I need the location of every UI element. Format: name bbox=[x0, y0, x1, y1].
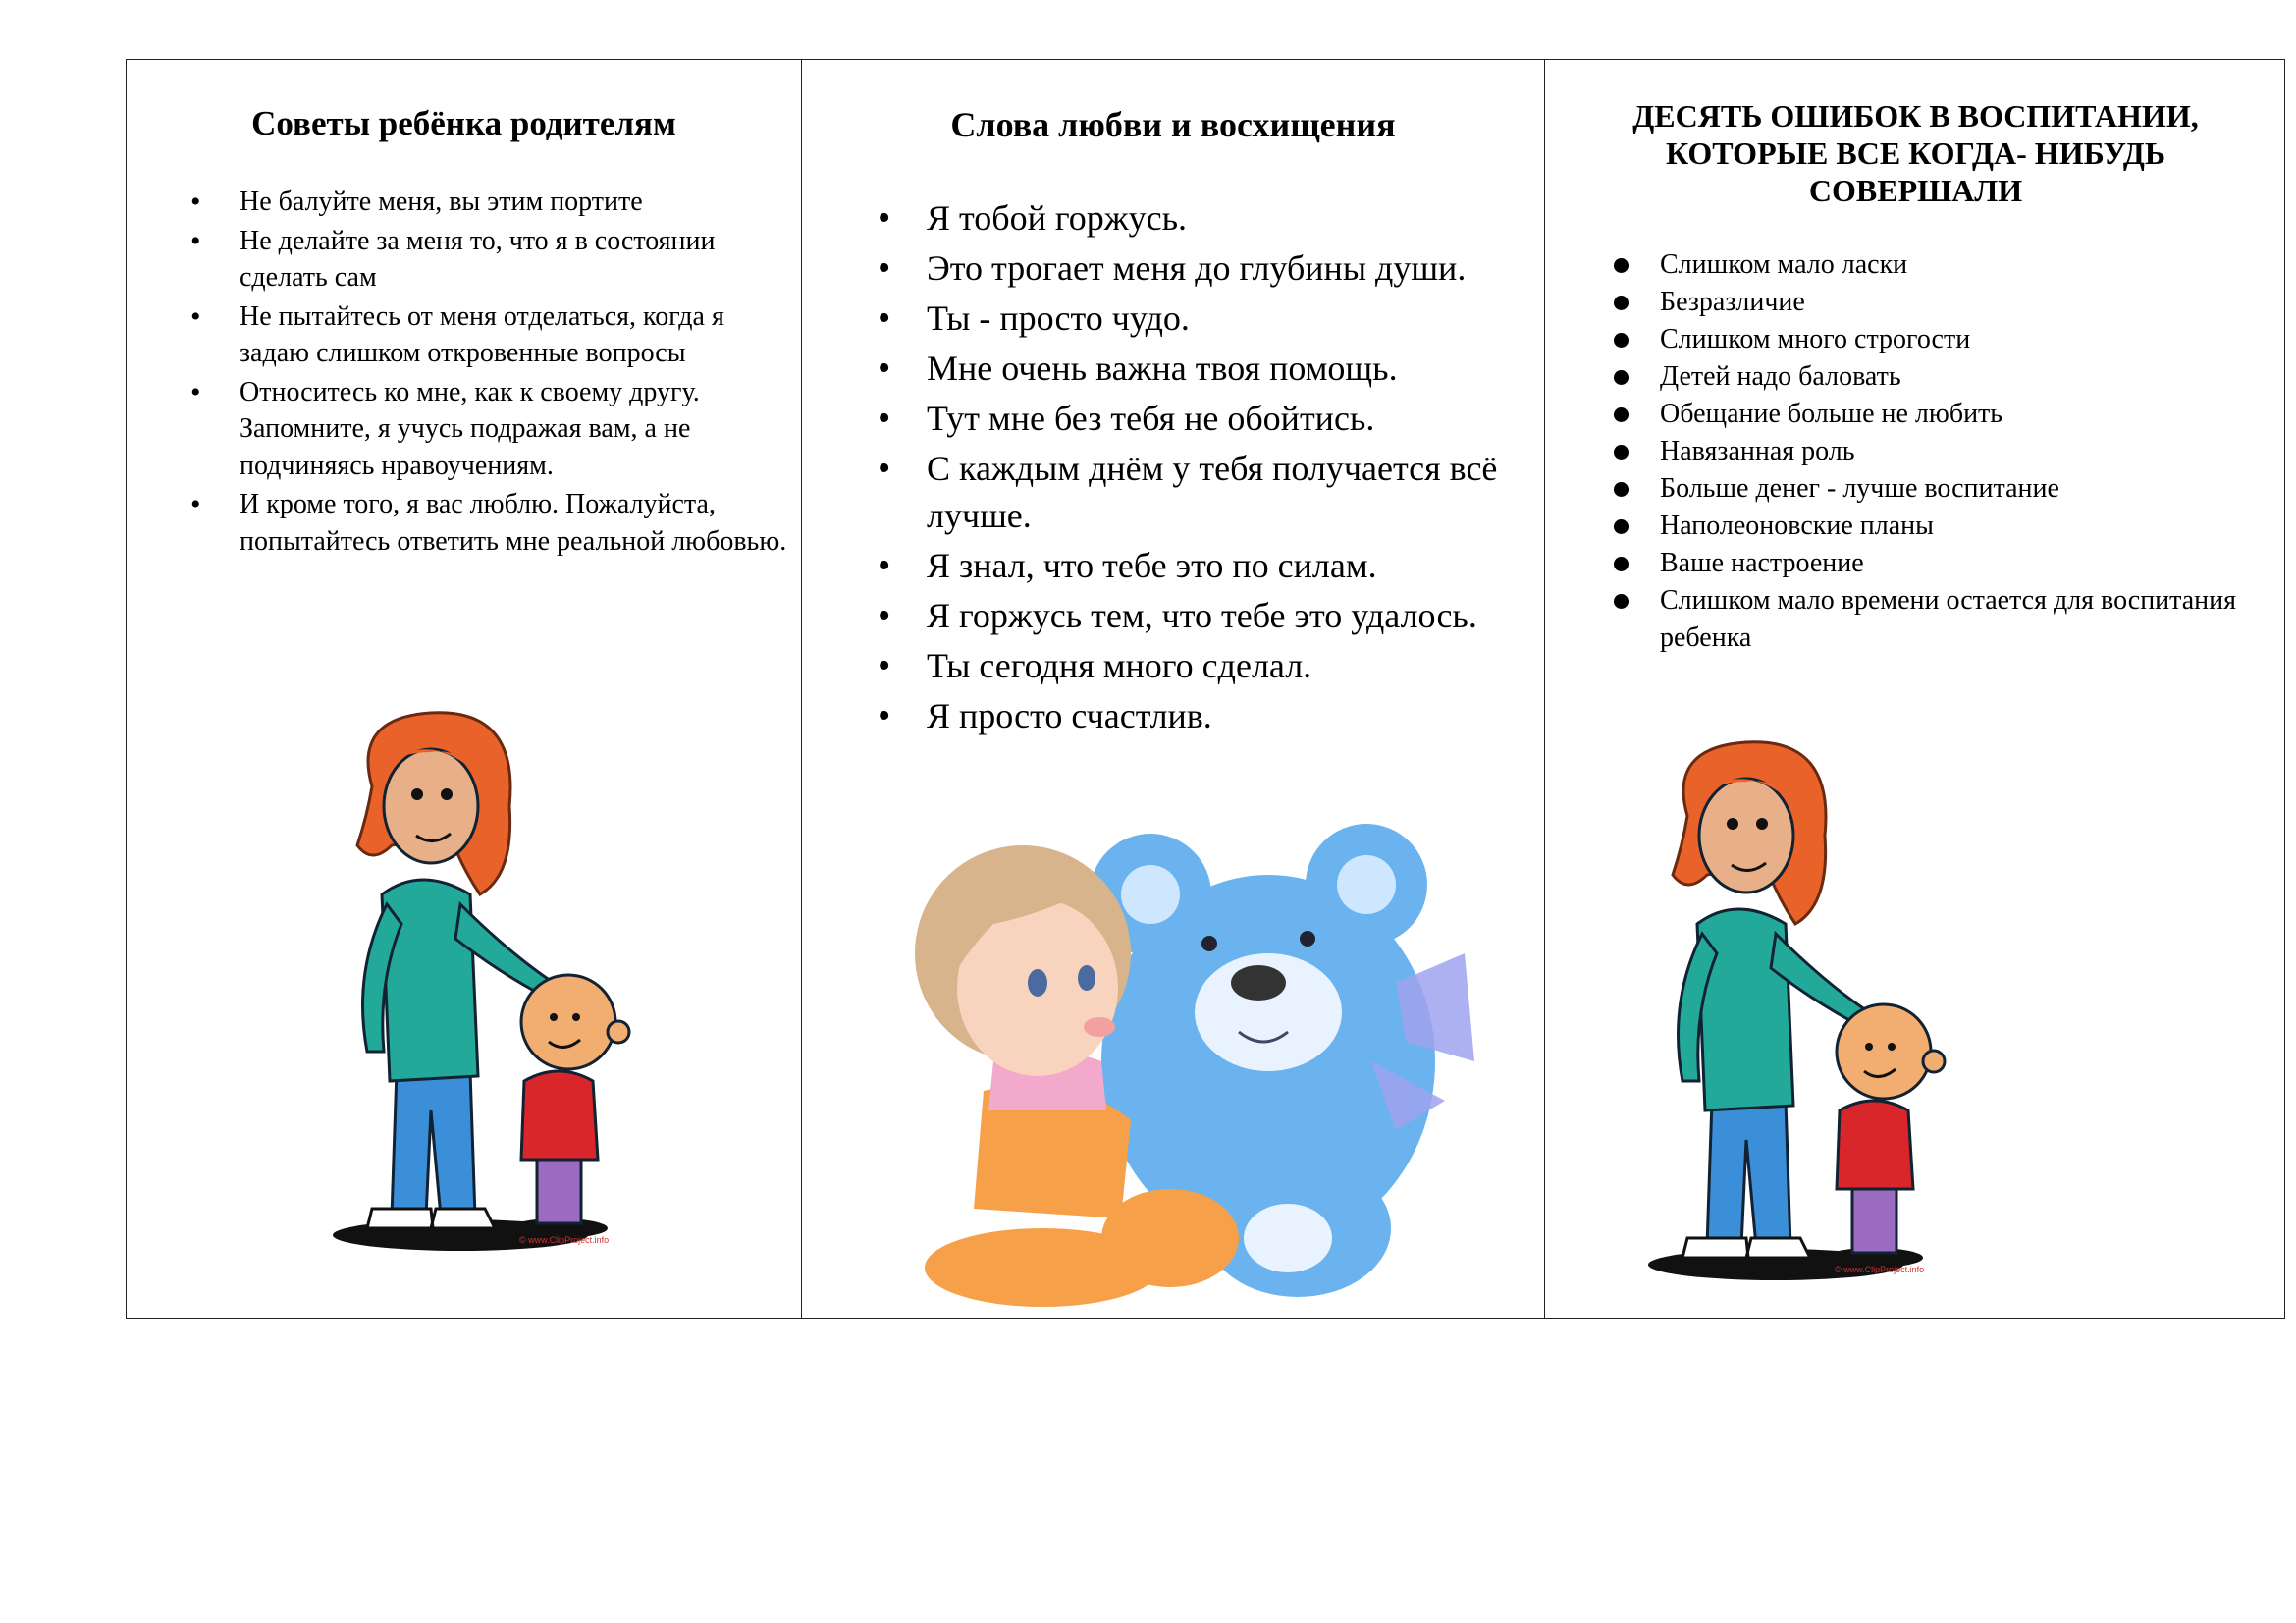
middle-panel-title: Слова любви и восхищения bbox=[950, 105, 1396, 144]
list-item: Наполеоновские планы bbox=[1660, 508, 2269, 545]
leaflet bbox=[126, 59, 2285, 1319]
praise-list bbox=[927, 194, 1535, 742]
left-panel bbox=[127, 60, 802, 1318]
mistakes-list bbox=[1660, 246, 2269, 657]
left-panel-title: Советы ребёнка родителям bbox=[251, 104, 676, 142]
list-item: • Не делайте за меня то, что я в состоянии сделать сам bbox=[240, 223, 789, 297]
list-item: • С каждым днём у тебя получается всё лучше. bbox=[927, 445, 1535, 539]
list-item: • Я горжусь тем, что тебе это удалось. bbox=[927, 592, 1535, 639]
list-item: • Относитесь ко мне, как к своему другу. Запомните, я учусь подражая вам, а не подчиняясь нравоучениям. bbox=[240, 374, 789, 485]
baby-with-teddy-bear-illustration bbox=[876, 806, 1504, 1307]
advice-list bbox=[240, 184, 789, 562]
middle-panel bbox=[802, 60, 1545, 1318]
list-item: Детей надо баловать bbox=[1660, 358, 2269, 396]
list-item: Обещание больше не любить bbox=[1660, 396, 2269, 433]
list-item: Слишком много строгости bbox=[1660, 321, 2269, 358]
list-item: • Не балуйте меня, вы этим портите bbox=[240, 184, 789, 221]
list-item: • Ты сегодня много сделал. bbox=[927, 642, 1535, 689]
right-panel bbox=[1545, 60, 2286, 1318]
list-item: Навязанная роль bbox=[1660, 433, 2269, 470]
list-item: Слишком мало времени остается для воспитания ребенка bbox=[1660, 582, 2269, 656]
mother-and-child-illustration bbox=[1629, 728, 1962, 1297]
illustration-credit: © www.ClipProject.info bbox=[1835, 1265, 1925, 1274]
list-item: Безразличие bbox=[1660, 284, 2269, 321]
right-panel-title: ДЕСЯТЬ ОШИБОК В ВОСПИТАНИИ, КОТОРЫЕ ВСЕ КОГДА- НИБУДЬ СОВЕРШАЛИ bbox=[1632, 98, 2199, 208]
list-item: • Я просто счастлив. bbox=[927, 692, 1535, 739]
list-item: • Я знал, что тебе это по силам. bbox=[927, 542, 1535, 589]
list-item: Больше денег - лучше воспитание bbox=[1660, 470, 2269, 508]
list-item: • Тут мне без тебя не обойтись. bbox=[927, 395, 1535, 442]
list-item: • Это трогает меня до глубины души. bbox=[927, 244, 1535, 292]
illustration-credit: © www.ClipProject.info bbox=[519, 1235, 610, 1245]
list-item: Слишком мало ласки bbox=[1660, 246, 2269, 284]
list-item: • Ты - просто чудо. bbox=[927, 295, 1535, 342]
list-item: • И кроме того, я вас люблю. Пожалуйста, попытайтесь ответить мне реальной любовью. bbox=[240, 486, 789, 560]
list-item: Ваше настроение bbox=[1660, 545, 2269, 582]
list-item: • Я тобой горжусь. bbox=[927, 194, 1535, 242]
mother-and-child-illustration bbox=[313, 698, 647, 1268]
list-item: • Мне очень важна твоя помощь. bbox=[927, 345, 1535, 392]
list-item: • Не пытайтесь от меня отделаться, когда я задаю слишком откровенные вопросы bbox=[240, 298, 789, 372]
